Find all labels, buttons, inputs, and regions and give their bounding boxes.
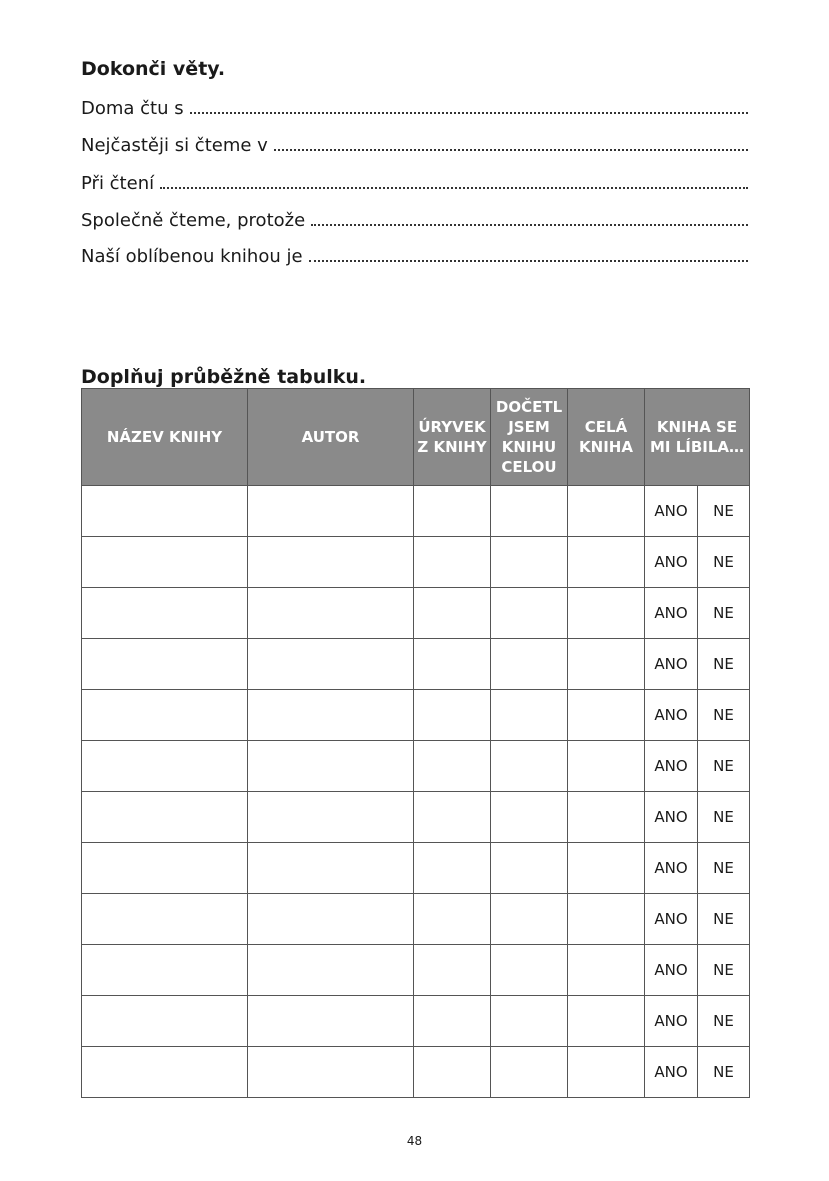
cell-book-title[interactable]: [82, 843, 248, 894]
cell-whole-book[interactable]: [568, 588, 645, 639]
page-number: 48: [406, 1134, 423, 1148]
cell-finished[interactable]: [491, 486, 568, 537]
option-yes[interactable]: ANO: [645, 741, 698, 792]
sentence-prompt: Nejčastěji si čteme v: [81, 135, 268, 156]
table-header-row: [82, 389, 750, 486]
cell-book-title[interactable]: [82, 588, 248, 639]
cell-whole-book[interactable]: [568, 1047, 645, 1098]
cell-author[interactable]: [248, 792, 414, 843]
cell-whole-book[interactable]: [568, 741, 645, 792]
column-header-liked-book: KNIHA SE MI LÍBILA…: [645, 389, 750, 486]
dotted-answer-line[interactable]: [274, 131, 748, 151]
option-yes[interactable]: ANO: [645, 1047, 698, 1098]
cell-book-title[interactable]: [82, 945, 248, 996]
cell-author[interactable]: [248, 588, 414, 639]
cell-excerpt[interactable]: [414, 945, 491, 996]
cell-finished[interactable]: [491, 894, 568, 945]
cell-whole-book[interactable]: [568, 996, 645, 1047]
column-header-excerpt: ÚRYVEK Z KNIHY: [414, 389, 491, 486]
sentence-line[interactable]: [81, 94, 748, 120]
option-no[interactable]: NE: [698, 588, 750, 639]
column-header-author: AUTOR: [248, 389, 414, 486]
column-header-book-title: NÁZEV KNIHY: [82, 389, 248, 486]
cell-whole-book[interactable]: [568, 537, 645, 588]
cell-book-title[interactable]: [82, 792, 248, 843]
cell-finished[interactable]: [491, 843, 568, 894]
cell-excerpt[interactable]: [414, 486, 491, 537]
column-header-finished-book: DOČETL JSEM KNIHU CELOU: [491, 389, 568, 486]
cell-finished[interactable]: [491, 945, 568, 996]
table-row: [82, 792, 750, 843]
cell-finished[interactable]: [491, 639, 568, 690]
cell-author[interactable]: [248, 639, 414, 690]
option-yes[interactable]: ANO: [645, 945, 698, 996]
table-row: [82, 1047, 750, 1098]
table-row: [82, 588, 750, 639]
cell-author[interactable]: [248, 1047, 414, 1098]
option-no[interactable]: NE: [698, 1047, 750, 1098]
table-row: [82, 894, 750, 945]
cell-book-title[interactable]: [82, 486, 248, 537]
cell-book-title[interactable]: [82, 741, 248, 792]
cell-whole-book[interactable]: [568, 843, 645, 894]
cell-excerpt[interactable]: [414, 537, 491, 588]
reading-log-table: [81, 388, 750, 1098]
option-no[interactable]: NE: [698, 996, 750, 1047]
cell-book-title[interactable]: [82, 690, 248, 741]
option-yes[interactable]: ANO: [645, 537, 698, 588]
sentence-line[interactable]: [81, 131, 748, 157]
cell-author[interactable]: [248, 690, 414, 741]
dotted-answer-line[interactable]: [309, 242, 748, 262]
table-row: [82, 639, 750, 690]
cell-book-title[interactable]: [82, 639, 248, 690]
table-row: [82, 486, 750, 537]
table-row: [82, 690, 750, 741]
sentence-line[interactable]: [81, 242, 748, 268]
option-no[interactable]: NE: [698, 741, 750, 792]
option-no[interactable]: NE: [698, 639, 750, 690]
cell-finished[interactable]: [491, 537, 568, 588]
cell-whole-book[interactable]: [568, 894, 645, 945]
cell-author[interactable]: [248, 537, 414, 588]
cell-excerpt[interactable]: [414, 639, 491, 690]
cell-whole-book[interactable]: [568, 486, 645, 537]
cell-whole-book[interactable]: [568, 639, 645, 690]
cell-author[interactable]: [248, 741, 414, 792]
cell-whole-book[interactable]: [568, 792, 645, 843]
cell-excerpt[interactable]: [414, 1047, 491, 1098]
cell-finished[interactable]: [491, 741, 568, 792]
sentence-line[interactable]: [81, 206, 748, 232]
cell-book-title[interactable]: [82, 894, 248, 945]
option-no[interactable]: NE: [698, 690, 750, 741]
option-no[interactable]: NE: [698, 945, 750, 996]
sentence-prompt: Společně čteme, protože: [81, 210, 306, 231]
table-row: [82, 843, 750, 894]
cell-excerpt[interactable]: [414, 894, 491, 945]
sentence-line[interactable]: [81, 169, 748, 195]
option-yes[interactable]: ANO: [645, 996, 698, 1047]
option-yes[interactable]: ANO: [645, 894, 698, 945]
cell-author[interactable]: [248, 486, 414, 537]
cell-author[interactable]: [248, 945, 414, 996]
option-no[interactable]: NE: [698, 537, 750, 588]
cell-author[interactable]: [248, 843, 414, 894]
cell-author[interactable]: [248, 894, 414, 945]
cell-book-title[interactable]: [82, 1047, 248, 1098]
option-no[interactable]: NE: [698, 486, 750, 537]
option-no[interactable]: NE: [698, 843, 750, 894]
cell-finished[interactable]: [491, 1047, 568, 1098]
section-heading-fill-table: Doplňuj průběžně tabulku.: [81, 366, 367, 388]
cell-finished[interactable]: [491, 588, 568, 639]
cell-excerpt[interactable]: [414, 588, 491, 639]
table-row: [82, 537, 750, 588]
cell-excerpt[interactable]: [414, 741, 491, 792]
cell-book-title[interactable]: [82, 996, 248, 1047]
cell-whole-book[interactable]: [568, 945, 645, 996]
dotted-answer-line[interactable]: [311, 206, 748, 226]
cell-finished[interactable]: [491, 690, 568, 741]
cell-finished[interactable]: [491, 996, 568, 1047]
section-heading-complete-sentences: Dokonči věty.: [81, 58, 226, 80]
table-row: [82, 996, 750, 1047]
sentence-prompt: Naší oblíbenou knihou je: [81, 246, 303, 267]
cell-excerpt[interactable]: [414, 792, 491, 843]
cell-excerpt[interactable]: [414, 996, 491, 1047]
sentence-prompt: Doma čtu s: [81, 98, 184, 119]
cell-finished[interactable]: [491, 792, 568, 843]
option-yes[interactable]: ANO: [645, 843, 698, 894]
cell-excerpt[interactable]: [414, 690, 491, 741]
sentence-prompt: Při čtení: [81, 173, 155, 194]
option-yes[interactable]: ANO: [645, 588, 698, 639]
option-yes[interactable]: ANO: [645, 486, 698, 537]
option-no[interactable]: NE: [698, 792, 750, 843]
cell-excerpt[interactable]: [414, 843, 491, 894]
cell-book-title[interactable]: [82, 537, 248, 588]
table-row: [82, 945, 750, 996]
dotted-answer-line[interactable]: [160, 169, 748, 189]
option-yes[interactable]: ANO: [645, 690, 698, 741]
option-yes[interactable]: ANO: [645, 639, 698, 690]
table-body: [82, 486, 750, 1098]
table-row: [82, 741, 750, 792]
column-header-whole-book: CELÁ KNIHA: [568, 389, 645, 486]
cell-whole-book[interactable]: [568, 690, 645, 741]
option-no[interactable]: NE: [698, 894, 750, 945]
cell-author[interactable]: [248, 996, 414, 1047]
dotted-answer-line[interactable]: [190, 94, 748, 114]
option-yes[interactable]: ANO: [645, 792, 698, 843]
